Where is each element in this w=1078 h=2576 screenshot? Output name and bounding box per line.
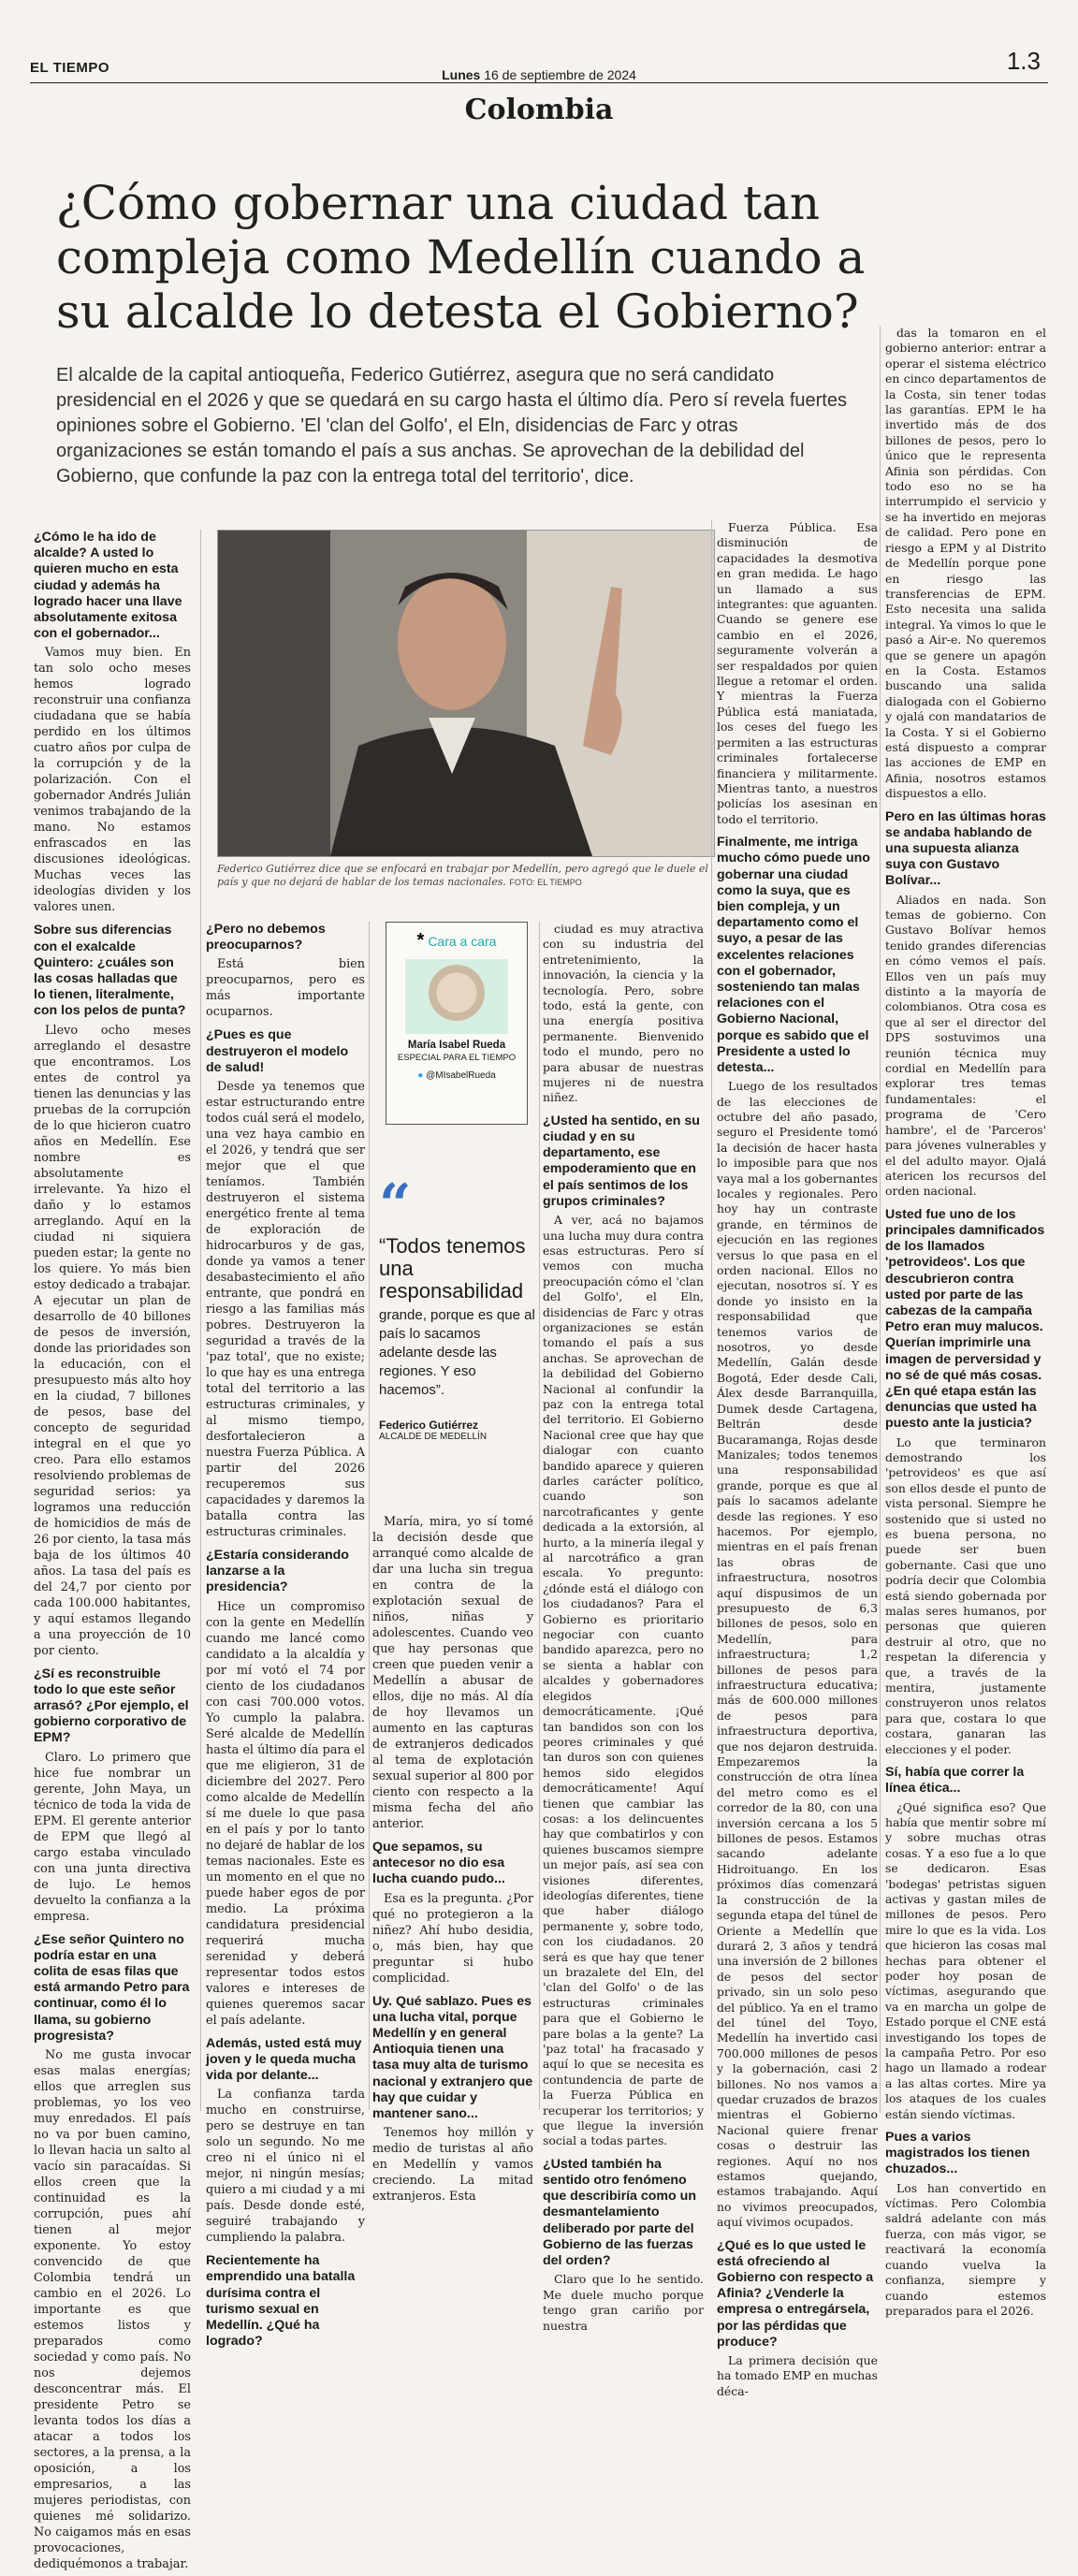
text-column-5	[717, 520, 878, 2403]
text-column-1	[34, 530, 191, 2576]
author-role: ESPECIAL PARA EL TIEMPO	[397, 1053, 517, 1063]
caption-text: Federico Gutiérrez dice que se enfocará en trabajar por Medellín, pero agregó que le duele el país y que no dejará de hablar de los temas nacionales.	[217, 863, 708, 888]
text-column-6	[885, 326, 1046, 2322]
column-divider	[711, 520, 712, 2111]
asterisk-icon: *	[416, 930, 425, 951]
interview-question: ¿Pues es que destruyeron el modelo de salud!	[206, 1027, 349, 1075]
interview-answer: Vamos muy bien. En tan solo ocho meses hemos logrado reconstruir una confianza ciudadana que se había perdido en los últimos cuatro años por culpa de la corrupción y de la polarización. Con el gobernador Andrés Julián venimos trabajando de la mano. No estamos enfrascados en las discusiones ideológicas. Muchas veces las ideologías dividen y los valores unen.	[34, 646, 191, 915]
interview-answer: La confianza tarda mucho en construirse, pero se destruye en tan solo un segundo. No me creo ni el único ni el mejor, ni ningún mesías; quiero a mi ciudad y a mi país. Desde donde esté, seguiré trabajando y cumpliendo la palabra.	[206, 2088, 365, 2246]
interview-photo	[217, 530, 715, 857]
interview-question: Que sepamos, su antecesor no dio esa lucha cuando pudo...	[372, 1840, 505, 1887]
interview-answer: A ver, acá no bajamos una lucha muy dura contra esas estructuras. Pero sí vemos con mucha preocupación cómo el 'clan del Golfo', el Eln, disidencias de Farc y otras organizaciones se están tomando el país a sus anchas. Se aprovechan de la debilidad del Gobierno Nacional al confundir la paz con la entrega total del territorio. El Gobierno Nacional cree que hay que dialogar con cuanto bandido aparece y quieren darles carácter político, cuando son narcotraficantes y gente dedicada a la extorsión, al hurto, a la minería ilegal y al narcotráfico a gran escala. Yo pregunto: ¿dónde está el diálogo con los ciudadanos? Para el Gobierno es prioritario negociar con cuanto bandido aparezca, pero no se sienta a hablar con alcaldes y gobernadores elegidos democráticamente. ¡Qué tan bandidos son con los peores criminales y qué tan duros son con quienes hemos sido elegidos democráticamente! Aquí tienen que cambiar las cosas: a los delincuentes hay que combatirlos y con quienes buscamos siempre un mejor país, así sea con visiones diferentes, ideologías diferentes, tiene que haber diálogo permanente y, sobre todo, con los ciudadanos. 20 será es que hay que tener un brazalete del Eln, del 'clan del Golfo' o de las estructuras criminales para que el Gobierno le pare bolas a la gente? La 'paz total' ha fracasado y aquí lo que se necesita es contundencia de parte de la Fuerza Pública en recuperar los territorios; y que llegue la inversión social a todas partes.	[543, 1213, 704, 2148]
avatar	[405, 959, 508, 1034]
interview-question: ¿Ese señor Quintero no podría estar en una colita de esas filas que está armando Petro para continuar, como él lo llama, su gobierno progresista?	[34, 1931, 190, 2044]
interview-answer: Los han convertido en víctimas. Pero Colombia saldrá adelante con más fuerza, con más vigor, se reactivará la economía cuando vuelva la confianza, siempre y cuando estemos preparados para el 2026.	[885, 2180, 1046, 2318]
page-number: 1.3	[1006, 47, 1041, 75]
headline: ¿Cómo gobernar una ciudad tan compleja como Medellín cuando a su alcalde lo detesta el Gobierno?	[56, 176, 866, 339]
interview-question: ¿Sí es reconstruible todo lo que este señor arrasó? ¿Por ejemplo, el gobierno corporativo de EPM?	[34, 1666, 189, 1746]
byline-box	[386, 922, 528, 1125]
column-divider	[200, 530, 201, 2111]
interview-answer: Hice un compromiso con la gente en Medellín cuando me lancé como candidato a la alcaldía y por mí votó el 74 por ciento de los ciudadanos con casi 700.000 votos. Yo cumplo la palabra. Seré alcalde de Medellín hasta el último día para el que me eligieron, 31 de diciembre del 2027. Pero como alcalde de Medellín sí me duele lo que pasa en el país y por lo tanto no dejaré de hablar de los temas nacionales. Este es un momento en el que no puede haber egos de por medio. La próxima candidatura presidencial requerirá mucha serenidad y deberá representar todos estos valores e intereses de quienes queremos sacar el país adelante.	[206, 1599, 365, 2028]
masthead: EL TIEMPO	[30, 60, 110, 76]
quote-body: grande, porque es que al país lo sacamos adelante desde las regiones. Y eso hacemos”.	[379, 1307, 535, 1398]
quote-lead: “Todos tenemos una responsabilidad	[379, 1234, 526, 1303]
interview-answer: das la tomaron en el gobierno anterior: entrar a operar el sistema eléctrico en cinco departamentos de la Costa, sin tener todas las garantías. EPM le ha invertido más de dos billones de pesos, pero lo único que le representa Afinia son pérdidas. Con todo eso no se ha interrumpido el servicio y se ha invertido en mejoras de calidad. Pero pone en riesgo a EPM y al Distrito de Medellín porque pone en riesgo las transferencias de EPM. Esto necesita una salida integral. Ya vimos lo que le pasó a Air-e. No queremos que se genere un apagón en la Costa. Estamos buscando una salida dialogada con el Gobierno y ojalá con mandatarios de la Costa. Y si el Gobierno está dispuesto a comprar las acciones de EMP en Afinia, nosotros estamos dispuestos a ello.	[885, 326, 1046, 801]
interview-question: ¿Usted también ha sentido otro fenómeno que describiría como un desmantelamiento deliberado por parte del Gobierno de las fuerzas del orden?	[543, 2156, 696, 2269]
interview-question: ¿Cómo le ha ido de alcalde? A usted lo quieren mucho en esta ciudad y además ha logrado hacer una llave absolutamente exitosa con el gobernador...	[34, 530, 182, 642]
interview-answer: María, mira, yo sí tomé la decisión desde que arranqué como alcalde de dar una lucha sin tregua en contra de la explotación sexual de niños, niñas y adolescentes. Cuando veo que hay personas que creen que pueden venir a Medellín a abusar de ellos, dije no más. Al día de hoy llevamos un aumento en las capturas de extranjeros dedicados al tema de explotación sexual superior al 800 por ciento con respecto a la misma fecha del año anterior.	[372, 1515, 533, 1831]
interview-answer: Está bien preocuparnos, pero es más importante ocuparnos.	[206, 957, 365, 1020]
photo-credit: FOTO: EL TIEMPO	[509, 878, 582, 887]
photo-illustration	[218, 531, 714, 856]
interview-answer: Lo que terminaron demostrando los 'petrovideos' es que así son ellos desde el punto de vista personal. Siempre he sostenido que si usted no es buena persona, no puede ser buen gobernante. Casi que uno podría decir que Colombia está siendo gobernada por malas seres humanos, por personas que quieren destruir al otro, que no respetan la diferencia y que, a través de la mentira, justamente construyeron unos relatos para que, costara lo que costara, ganaran las elecciones y el poder.	[885, 1434, 1046, 1756]
interview-answer: No me gusta invocar esas malas energías; ellos que arreglen sus problemas, yo los veo muy enredados. El país no va por buen camino, lo llevan hacia un salto al vacío sin paracaídas. Si ellos creen que la continuidad es la corrupción, pues ahí tienen al mejor exponente. Yo estoy convencido de que Colombia tendrá un cambio en el 2026. Lo importante es que estemos listos y preparados como sociedad y como país. No nos dejemos desconcentrar más. El presidente Petro se levanta todos los días a atacar a todos los sectores, a la prensa, a la oposición, a los empresarios, a las mujeres periodistas, con quienes mé solidarizo. No caigamos más en esas provocaciones, dediquémonos a trabajar.	[34, 2048, 191, 2572]
column-divider	[880, 326, 881, 2113]
interview-answer: ¿Qué significa eso? Que había que mentir sobre mí y sobre muchas otras cosas. Y a eso fue a lo que se dedicaron. Esas 'bodegas' petristas siguen activas y gastan miles de millones de pesos. Pero mire lo que es la vida. Los que hicieron las cosas mal hechas para obtener el poder hoy posan de víctimas, asegurando que va en marcha un golpe de Estado porque el CNE está investigando los topes de la campaña Petro. Por eso hago un llamado a rodear a las altas cortes. Mire ya los ataques de los cuales están siendo víctimas.	[885, 1799, 1046, 2121]
interview-question: Pero en las últimas horas se andaba hablando de una supuesta alianza suya con Gustavo Bolívar...	[885, 808, 1046, 889]
interview-question: Finalmente, me intriga mucho cómo puede uno gobernar una ciudad como la suya, que es bien compleja, y un departamento como el suyo, a pesar de las excelentes relaciones con el gobernador, sosteniendo tan malas relaciones con el Gobierno Nacional, porque es sabido que el Presidente a usted lo detesta...	[717, 835, 870, 1075]
interview-answer: Luego de los resultados de las elecciones de octubre del año pasado, seguro el Presidente tomó la decisión de hacer hasta lo imposible para que nos vaya mal a los gobernantes locales y regionales. Pero hoy hay un contraste grande, en términos de ejecución en las regiones versus lo que pasa en el orden nacional. Ellos no ejecutan, nosotros sí. Y es donde yo insisto en la responsabilidad que tenemos varios de nosotros, yo desde Medellín, Galán desde Bogotá, Eder desde Cali, Álex desde Barranquilla, Dumek desde Cartagena, Beltrán desde Bucaramanga, Rojas desde Manizales; todos tenemos una responsabilidad grande, porque es que al país lo sacamos adelante desde las regiones. Y eso hacemos. Por ejemplo, mientras en el país frenan las obras de infraestructura, nosotros aquí dispusimos de un presupuesto de 6,3 billones de pesos, solo en Medellín, para infraestructura; 1,2 billones de pesos para infraestructura educativa; más de 600.000 millones de pesos para infraestructura deportiva, que nos dejaron destruida. Empezaremos la construcción de otra línea del metro como es el corredor de la 80, con una inversión cercana a los 5 billones de pesos. Estamos sacando adelante Hidroituango. En los próximos días comenzará la construcción de la segunda etapa del túnel de Oriente a Medellín que durará 2, 3 años y tendrá una inversión de 2 billones de pesos del sector privado, sin un solo peso del público. Ya en el tramo del túnel del Toyo, Medellín ha invertido casi 700.000 millones de pesos y la gobernación, casi 2 billones. No nos vamos a quedar cruzados de brazos mientras el Gobierno Nacional quiere frenar cosas o destruir las regiones. Aquí no nos estamos quejando, estamos trabajando. Aquí no vivimos preocupados, aquí vivimos ocupados.	[717, 1079, 878, 2230]
date-day: Lunes	[442, 67, 481, 82]
interview-answer: La primera decisión que ha tomado EMP en muchas déca-	[717, 2353, 878, 2398]
byline-tag: * Cara a cara	[416, 930, 497, 951]
interview-answer: Fuerza Pública. Esa disminución de capacidades la desmotiva en gran medida. Le hago un llamado a sus integrantes: que aguanten. Cuando se genere ese cambio en el 2026, seguramente volverán a ser respaldados por quien llegue a retomar el orden. Y mientras la Fuerza Pública está maniatada, los ceses del fuego les permiten a las estructuras criminales fortalecerse financiera y militarmente. Mientras tanto, a nuestros policías los asesinan en todo el territorio.	[717, 520, 878, 826]
pull-quote	[379, 1172, 538, 1442]
interview-answer: Aliados en nada. Son temas de gobierno. Con Gustavo Bolívar hemos tenido grandes diferencias en cómo vemos el país. Ellos ven un país muy distinto a la mayoría de colombianos. Otra cosa es que al ser el director del DPS sostuvimos una reunión técnica muy cordial en Medellín para explorar tres temas fundamentales: el programa de 'Cero hambre', el de 'Parceros' para jóvenes vulnerables y el del adulto mayor. Ojalá atericen los recursos del orden nacional.	[885, 892, 1046, 1199]
author-handle: ● @MIsabelRueda	[417, 1070, 496, 1081]
twitter-icon: ●	[417, 1070, 424, 1081]
section-title: Colombia	[464, 94, 614, 126]
column-divider	[539, 922, 540, 2110]
photo-caption	[217, 863, 713, 889]
interview-question: ¿Qué es lo que usted le está ofreciendo al Gobierno con respecto a Afinia? ¿Venderle la empresa o entregársela, por las pérdidas que produce?	[717, 2237, 874, 2350]
text-column-2	[206, 922, 365, 2352]
interview-answer: Claro que lo he sentido. Me duele mucho porque tengo gran cariño por nuestra	[543, 2272, 704, 2333]
interview-question: Usted fue uno de los principales damnificados de los llamados 'petrovideos'. Los que descubrieron contra usted por parte de las cabezas de la campaña Petro eran muy malucos. Querían imprimirle una imagen de perversidad y no sé de qué más cosas. ¿En qué etapa están las denuncias que usted ha puesto ante la justicia?	[885, 1206, 1045, 1432]
interview-answer: Tenemos hoy millón y medio de turistas al año en Medellín y vamos creciendo. La mitad extranjeros. Esta	[372, 2126, 533, 2205]
column-divider	[369, 922, 370, 2110]
dateline	[0, 67, 1078, 82]
interview-question: Sobre sus diferencias con el exalcalde Quintero: ¿cuáles son las cosas halladas que lo tienen, literalmente, con los pelos de punta?	[34, 923, 186, 1019]
header-rule	[30, 82, 1048, 83]
interview-question: ¿Pero no debemos preocuparnos?	[206, 922, 326, 953]
interview-answer: Claro. Lo primero que hice fue nombrar un gerente, John Maya, un técnico de toda la vida de EPM. El gerente anterior de EPM que llegó al cargo estaba vinculado con una junta directiva de lujo. Le hemos devuelto la confianza a la empresa.	[34, 1750, 191, 1924]
date-rest: 16 de septiembre de 2024	[484, 67, 636, 82]
interview-question: Además, usted está muy joven y le queda mucha vida por delante...	[206, 2035, 362, 2084]
text-column-4	[543, 922, 704, 2337]
interview-question: ¿Estaría considerando lanzarse a la presidencia?	[206, 1548, 349, 1595]
interview-answer: Esa es la pregunta. ¿Por qué no protegieron a la niñez? Ahí hubo desidia, o, más bien, hay que preguntar si hubo complicidad.	[372, 1891, 533, 1986]
interview-answer: Llevo ocho meses arreglando el desastre que encontramos. Los entes de control ya tienen las denuncias y las pruebas de la corrupción de lo que hicieron cuatro años en Medellín. Ese nombre es absolutamente irrelevante. Ya hizo el daño y lo estamos arreglando. Aquí en la ciudad ni siquiera pueden estar; la gente no los quiere. Yo más bien estoy dedicado a trabajar. A ejecutar un plan de desarrollo de 40 billones de pesos de inversión, donde las prioridades son la educación, con el presupuesto más alto hoy en la ciudad, 7 billones de pesos, base del concepto de seguridad integral en el que yo creo. Para ello estamos resolviendo problemas de seguridad serios: ya logramos una reducción de homicidios de más de 26 por ciento, la tasa más baja de los últimos 40 años. La tasa del país es del 24,7 por ciento por cada 100.000 habitantes, y aquí estamos llegando a una proyección de 10 por ciento.	[34, 1023, 191, 1658]
interview-question: ¿Usted ha sentido, en su ciudad y en su departamento, ese empoderamiento que en el país sentimos de los grupos criminales?	[543, 1113, 700, 1209]
text-column-3	[372, 1514, 533, 2208]
interview-answer: ciudad es muy atractiva con su industria del entretenimiento, la innovación, la ciencia y la tecnología. Pero, sobre todo, está la gente, con una energía positiva permanente. Bienvenido todo el mundo, pero no para abusar de nuestras mujeres ni de nuestra niñez.	[543, 922, 704, 1105]
interview-question: Uy. Qué sablazo. Pues es una lucha vital, porque Medellín y en general Antioquia tienen una tasa muy alta de turismo nacional y extranjero que hay que cuidar y mantener sano...	[372, 1993, 533, 2122]
interview-question: Pues a varios magistrados los tienen chuzados...	[885, 2130, 1030, 2177]
deck: El alcalde de la capital antioqueña, Federico Gutiérrez, asegura que no será candidato presidencial en el 2026 y que se quedará en su cargo hasta el último día. Pero sí revela fuertes opiniones sobre el Gobierno. 'El 'clan del Golfo', el Eln, disidencias de Farc y otras organizaciones se están tomando el país a sus anchas. Se aprovechan de la debilidad del Gobierno, que confunde la paz con la entrega total del territorio', dice.	[56, 365, 847, 487]
author-name: María Isabel Rueda	[407, 1040, 506, 1051]
interview-question: Recientemente ha emprendido una batalla durísima contra el turismo sexual en Medellín. ¿Qué ha logrado?	[206, 2253, 356, 2350]
quote-attribution-role: ALCALDE DE MEDELLÍN	[379, 1432, 488, 1442]
quote-attribution-name: Federico Gutiérrez	[379, 1419, 479, 1432]
quote-mark-icon: “	[379, 1172, 412, 1238]
interview-question: Sí, había que correr la línea ética...	[885, 1765, 1025, 1797]
interview-answer: Desde ya tenemos que estar estructurando entre todos cuál será el modelo, una vez haya cambio en el 2026, y tendrá que ser mejor que el que teníamos. También destruyeron el sistema energético frente al tema de exploración de hidrocarburos y de gas, donde ya vamos a tener desabastecimiento el año entrante, que pondrá en riesgo a las familias más pobres. Destruyeron la seguridad a través de la 'paz total', que no existe; lo que hay es una entrega total del territorio a las estructuras criminales, y al mismo tiempo, desfortalecieron a nuestra Fuerza Pública. A partir del 2026 recuperemos sus capacidades y daremos la batalla contra las estructuras criminales.	[206, 1080, 365, 1540]
